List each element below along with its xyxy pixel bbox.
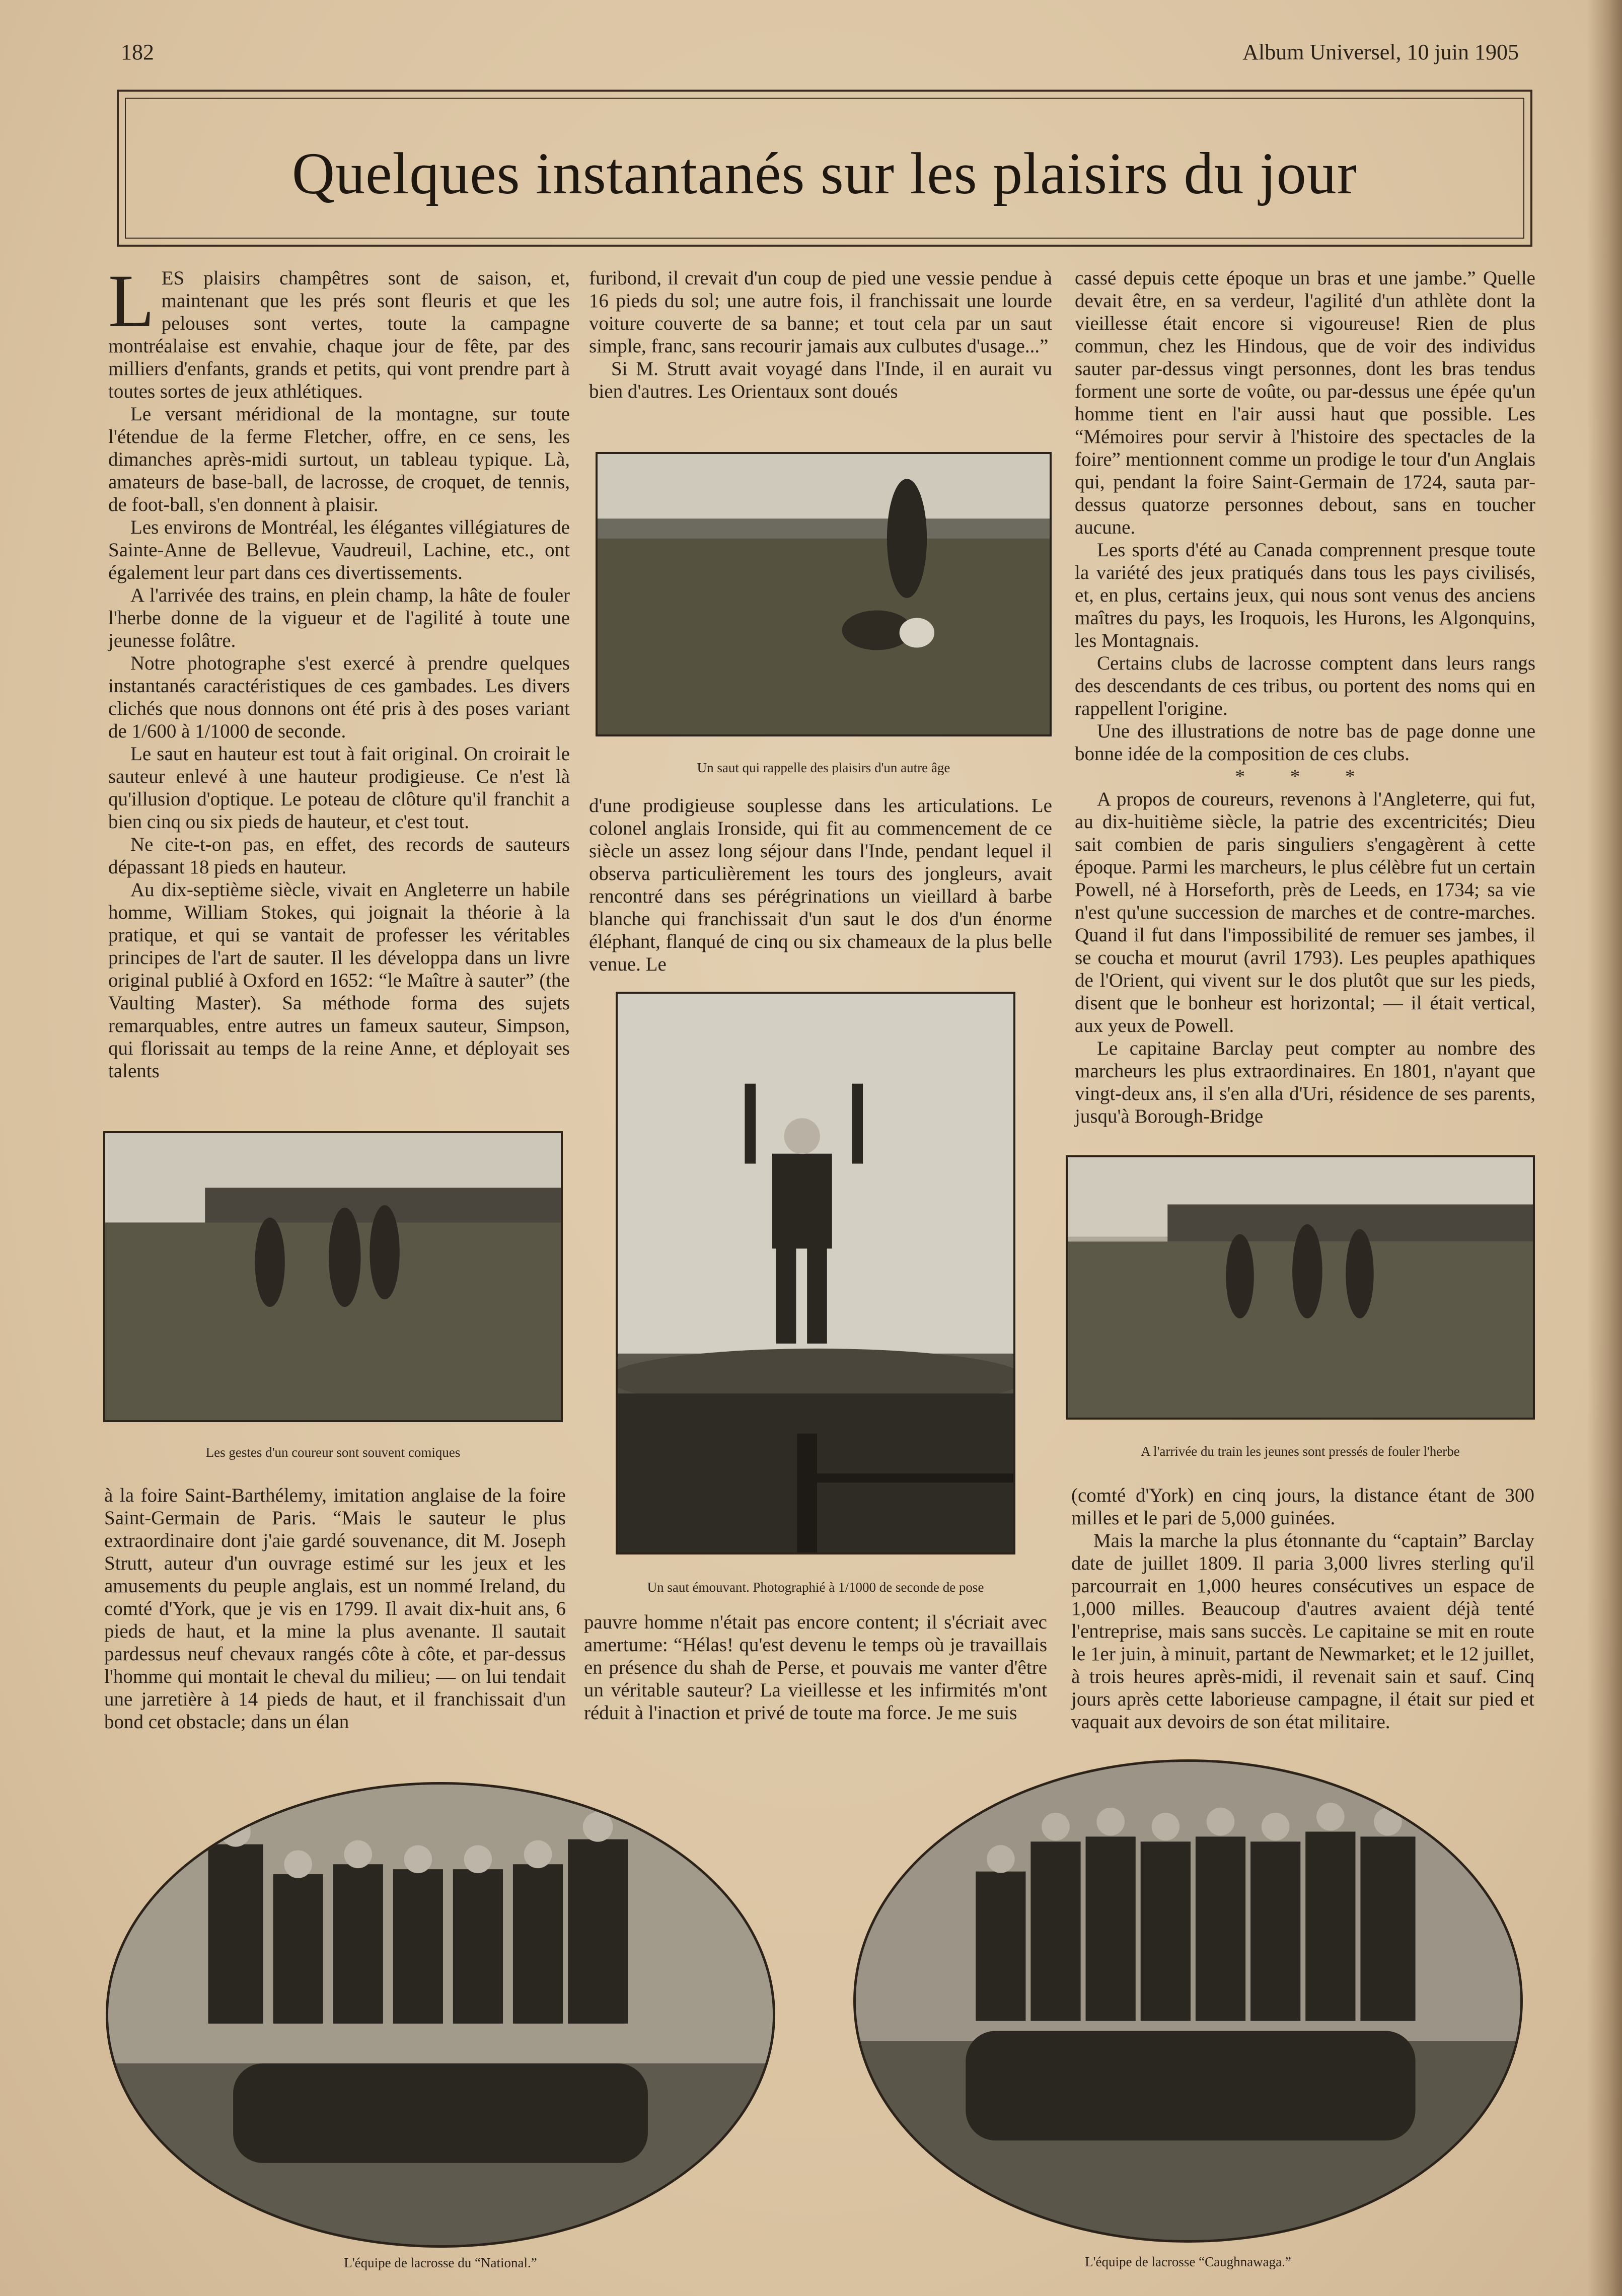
caption-train-arrival: A l'arrivée du train les jeunes sont pressés de fouler l'herbe (1141, 1444, 1460, 1459)
paragraph: Certains clubs de lacrosse comptent dans leurs rangs des descendants de ces tribus, ou portent des noms qui en rappellent l'origine. (1075, 652, 1535, 719)
column-2-top (589, 267, 1052, 403)
paragraph: A l'arrivée des trains, en plein champ, la hâte de fouler l'herbe donne de la vigueur et de l'agilité à toute une jeunesse folâtre. (108, 584, 570, 651)
paragraph: ES plaisirs champêtres sont de saison, et, maintenant que les prés sont fleuris et que les pelouses sont vertes, toute la campagne montréalaise est envahie, chaque jour de fête, par des milliers d'enfants, grands et petits, qui vont prendre part à toutes sortes de jeux athlétiques. (108, 267, 570, 402)
headline-box (117, 90, 1532, 247)
paragraph: d'une prodigieuse souplesse dans les articulations. Le colonel anglais Ironside, qui fit au commencement de ce siècle un assez long séjour dans l'Inde, pendant lequel il observa particulièrement les tours des jongleurs, avait rencontré dans ses pérégrinations un vieillard à barbe blanche qui franchissait d'un saut le dos d'un énorme éléphant, flanqué de cinq ou six chameaux de la plus belle venue. Le (589, 795, 1052, 975)
paragraph: Les sports d'été au Canada comprennent presque toute la variété des jeux pratiqués dans tous les pays civilisés, et, en plus, certains jeux, qui nous sont venus des anciens maîtres du pays, les Iroquois, les Hurons, les Algonquins, les Montagnais. (1075, 539, 1535, 651)
column-2-bottom (584, 1611, 1047, 1724)
photo-runner (103, 1131, 563, 1422)
column-2-middle (589, 794, 1052, 976)
photo-team-caughnawaga (853, 1759, 1523, 2243)
caption-team-national: L'équipe de lacrosse du “National.” (344, 2255, 537, 2270)
paragraph: (comté d'York) en cinq jours, la distance étant de 300 milles et le pari de 5,000 guinées. (1071, 1485, 1534, 1529)
photo-train-arrival (1066, 1155, 1535, 1420)
photo-team-national (106, 1782, 775, 2248)
paragraph: Le versant méridional de la montagne, sur toute l'étendue de la ferme Fletcher, offre, en ce sens, les dimanches après-midi surtout, un tableau typique. Là, amateurs de base-ball, de lacrosse, de croquet, de tennis, de foot-ball, s'en donnent à plaisir. (108, 403, 570, 515)
paragraph: furibond, il crevait d'un coup de pied une vessie pendue à 16 pieds du sol; une autre fois, il franchissait une lourde voiture couverte de sa banne; et tout cela par un saut simple, franc, sans recourir jamais aux culbutes d'usage...” (589, 267, 1052, 357)
paragraph: Notre photographe s'est exercé à prendre quelques instantanés caractéristiques de ces gambades. Les divers clichés que nous donnons ont été pris à des poses variant de 1/600 à 1/1000 de seconde. (108, 652, 570, 742)
paragraph: Au dix-septième siècle, vivait en Angleterre un habile homme, William Stokes, qui joignait la théorie à la pratique, et qui se vantait de professer les véritables principes de l'art de sauter. Il les développa dans un livre original publié à Oxford en 1652: “le Maître à sauter” (the Vaulting Master). Sa méthode forma des sujets remarquables, entre autres un fameux sauteur, Simpson, qui florissait au temps de la reine Anne, et déployait ses talents (108, 879, 570, 1082)
paragraph: Le saut en hauteur est tout à fait original. On croirait le sauteur enlevé à une hauteur prodigieuse. Ce n'est là qu'illusion d'optique. Le poteau de clôture qu'il franchit a bien cinq ou six pieds de hauteur, et c'est tout. (108, 743, 570, 833)
paragraph: Le capitaine Barclay peut compter au nombre des marcheurs les plus extraordinaires. En 1801, n'ayant que vingt-deux ans, il s'en alla d'Uri, résidence de ses parents, jusqu'à Borough-Bridge (1075, 1038, 1535, 1127)
paragraph: Une des illustrations de notre bas de page donne une bonne idée de la composition de ces clubs. (1075, 720, 1535, 765)
caption-team-caughnawaga: L'équipe de lacrosse “Caughnawaga.” (1085, 2254, 1291, 2269)
paragraph: cassé depuis cette époque un bras et une jambe.” Quelle devait être, en sa verdeur, l'agilité d'un athlète dont la vieillesse était encore si vigoureuse! Rien de plus commun, chez les Hindous, que de voir des individus sauter par-dessus vingt personnes, dont les bras tendus forment une sorte de voûte, ou par-dessus une épée qu'un homme tient en l'air aussi haut que possible. Les “Mémoires pour servir à l'histoire des spectacles de la foire” mentionnent comme un prodige le tour d'un Anglais qui, pendant la foire Saint-Germain de 1724, sauta par-dessus quatorze personnes debout, sans en toucher aucune. (1075, 267, 1535, 538)
column-3-bottom (1071, 1484, 1534, 1733)
paragraph: Mais la marche la plus étonnante du “captain” Barclay date de juillet 1809. Il paria 3,000 livres sterling qu'il parcourrait en 1,000 heures consécutives un espace de 1,000 milles. Beaucoup d'autres avaient déjà tenté l'entreprise, mais sans succès. Le capitaine se mit en route le 1er juin, à minuit, partant de Newmarket; et le 12 juillet, à trois heures après-midi, il revenait sain et sauf. Cinq jours après cette laborieuse campagne, il était sur pied et vaquait aux devoirs de son état militaire. (1071, 1530, 1534, 1733)
running-title: Album Universel, 10 juin 1905 (1242, 40, 1519, 64)
paragraph: A propos de coureurs, revenons à l'Angleterre, qui fut, au dix-huitième siècle, la patrie des excentricités; Dieu sait combien de paris singuliers s'engagèrent à cette époque. Parmi les marcheurs, le plus célèbre fut un certain Powell, né à Horseforth, près de Leeds, en 1734; sa vie n'est qu'une succession de marches et de contre-marches. Quand il fut dans l'impossibilité de remuer ses jambes, il se coucha et mourut (avril 1793). Les peuples apathiques de l'Orient, qui vivent sur le dos plutôt que sur les pieds, disent que le bonheur est horizontal; — il était vertical, aux yeux de Powell. (1075, 788, 1535, 1036)
column-1-top (108, 259, 570, 1082)
caption-old-age-jump: Un saut qui rappelle des plaisirs d'un autre âge (697, 760, 950, 775)
page-number: 182 (121, 40, 154, 64)
paragraph: pauvre homme n'était pas encore content; il s'écriait avec amertume: “Hélas! qu'est devenu le temps où je travaillais en présence du shah de Perse, et pouvais me vanter d'être un véritable sauteur? La vieillesse et les infirmités m'ont réduit à l'inaction et privé de toute ma force. Je me suis (584, 1611, 1047, 1724)
page-gutter-shadow (1587, 0, 1622, 2296)
caption-runner: Les gestes d'un coureur sont souvent comiques (205, 1445, 461, 1460)
column-1-bottom (104, 1484, 566, 1733)
caption-jump: Un saut émouvant. Photographié à 1/1000 de seconde de pose (647, 1580, 984, 1595)
photo-old-age-jump (596, 452, 1052, 736)
paragraph: Ne cite-t-on pas, en effet, des records de sauteurs dépassant 18 pieds en hauteur. (108, 834, 570, 878)
photo-jump (616, 992, 1015, 1554)
paragraph: Les environs de Montréal, les élégantes villégiatures de Sainte-Anne de Bellevue, Vaudreuil, Lachine, etc., ont également leur part dans ces divertissements. (108, 516, 570, 583)
section-separator: * * * (1235, 766, 1375, 787)
column-3-top (1075, 267, 1535, 1128)
headline: Quelques instantanés sur les plaisirs du jour (291, 140, 1358, 206)
paragraph: Si M. Strutt avait voyagé dans l'Inde, il en aurait vu bien d'autres. Les Orientaux sont doués (589, 358, 1052, 402)
paragraph: à la foire Saint-Barthélemy, imitation anglaise de la foire Saint-Germain de Paris. “Mais le sauteur le plus extraordinaire dont j'aie gardé souvenance, dit M. Joseph Strutt, auteur d'un ouvrage estimé sur les jeux et les amusements du peuple anglais, est un nommé Ireland, du comté d'York, que je vis en 1799. Il avait dix-huit ans, 6 pieds de haut, et la mine la plus avenante. Il sautait pardessus neuf chevaux rangés côte à côte, et par-dessus l'homme qui montait le cheval du milieu; — on lui tendait une jarretière à 14 pieds de haut, et il franchissait d'un bond cet obstacle; dans un élan (104, 1485, 566, 1733)
drop-cap: L (108, 259, 155, 343)
